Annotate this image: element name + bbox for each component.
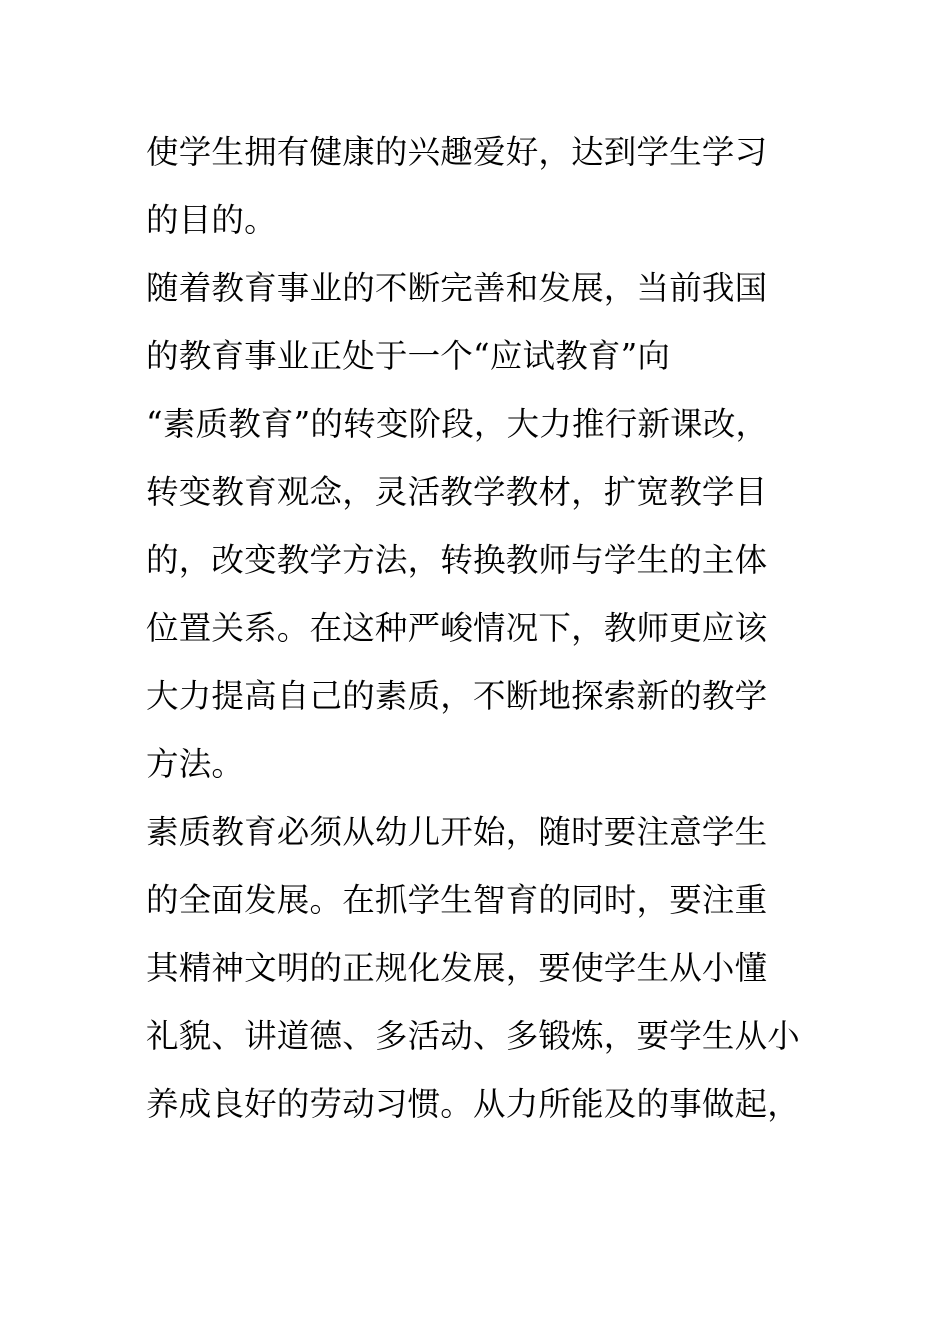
text-line: 其精神文明的正规化发展，要使学生从小懂 [146, 949, 768, 987]
text-line: 礼貌、讲道德、多活动、多锻炼，要学生从小 [146, 1017, 801, 1055]
text-line: 大力提高自己的素质，不断地探索新的教学 [146, 677, 768, 715]
text-line: 的教育事业正处于一个“应试教育”向 [146, 337, 671, 375]
text-line: 的目的。 [146, 201, 277, 239]
text-line: 随着教育事业的不断完善和发展，当前我国 [146, 269, 768, 307]
text-line: 的全面发展。在抓学生智育的同时，要注重 [146, 881, 768, 919]
text-line: 转变教育观念，灵活教学教材，扩宽教学目 [146, 473, 768, 511]
document-body [146, 118, 846, 1138]
text-line: “素质教育”的转变阶段，大力推行新课改， [146, 405, 769, 443]
text-line: 素质教育必须从幼儿开始，随时要注意学生 [146, 813, 768, 851]
text-line: 使学生拥有健康的兴趣爱好，达到学生学习 [146, 133, 768, 171]
text-line: 的，改变教学方法，转换教师与学生的主体 [146, 541, 768, 579]
text-line: 位置关系。在这种严峻情况下，教师更应该 [146, 609, 768, 647]
text-line: 方法。 [146, 745, 245, 783]
text-line: 养成良好的劳动习惯。从力所能及的事做起， [146, 1085, 801, 1123]
